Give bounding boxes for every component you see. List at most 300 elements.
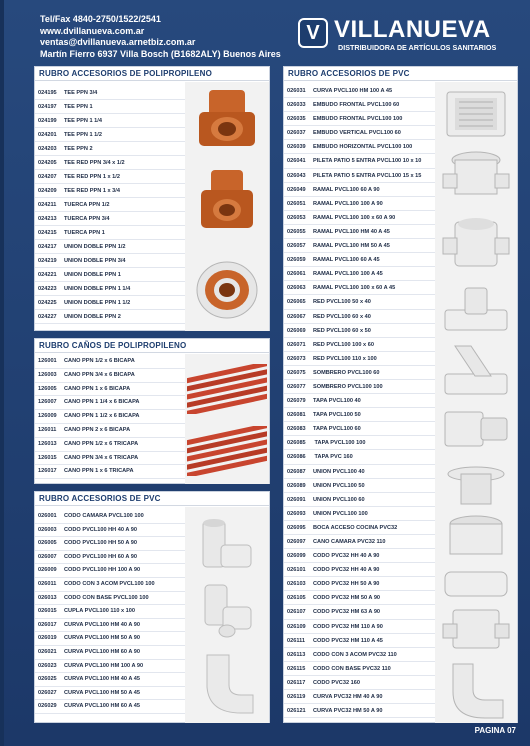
- product-description: RAMAL PVCL100 60 A 45: [313, 257, 380, 264]
- product-description: CANO PPN 1 1/2 x 6 BICAPA: [64, 413, 140, 420]
- list-item: [35, 646, 185, 660]
- list-item: [284, 450, 436, 464]
- product-description: TAPA PVCL100 50: [313, 412, 361, 419]
- product-description: CODO PVC32 HH 50 A 90: [313, 581, 380, 588]
- list-item: [35, 355, 185, 369]
- product-description: RED PVCL100 110 x 100: [313, 355, 377, 362]
- product-code: 026067: [287, 313, 306, 320]
- list-item: [35, 524, 185, 538]
- product-description: CURVA PVCL100 HM 60 A 90: [64, 648, 140, 655]
- product-code: 026083: [287, 426, 306, 433]
- list-item: [284, 676, 436, 690]
- page-number: PAGINA 07: [474, 726, 516, 735]
- product-code: 026085: [287, 440, 306, 447]
- list-item: [35, 268, 185, 282]
- product-code: 026061: [287, 271, 306, 278]
- product-code: 026065: [287, 299, 306, 306]
- product-description: SOMBRERO PVCL100 100: [313, 383, 383, 390]
- product-code: 026049: [287, 186, 306, 193]
- patio-drain-image: [441, 146, 511, 206]
- product-code: 026091: [287, 496, 306, 503]
- list-item: [284, 239, 436, 253]
- pvc32-curve-image: [441, 662, 511, 720]
- product-code: 026039: [287, 144, 306, 151]
- list-item: [284, 620, 436, 634]
- product-code: 026023: [38, 662, 57, 669]
- product-description: EMBUDO FRONTAL PVCL100 100: [313, 116, 403, 123]
- product-description: PILETA PATIO 5 ENTRA PVCL100 10 x 10: [313, 158, 422, 165]
- product-description: TEE RED PPN 1 x 1/2: [64, 174, 120, 180]
- list-item: [35, 383, 185, 397]
- product-description: BOCA ACCESO COCINA PVC32: [313, 524, 398, 531]
- side-strip: [0, 0, 4, 746]
- list-item: [35, 551, 185, 565]
- product-description: RAMAL PVCL100 60 A 90: [313, 186, 380, 193]
- product-code: 026117: [287, 679, 306, 686]
- product-description: CODO CON 3 ACOM PVC32 110: [313, 651, 397, 658]
- product-description: CURVA PVCL100 HM 50 A 45: [64, 689, 140, 696]
- image-column: [185, 507, 269, 723]
- contact-block: [40, 14, 281, 60]
- image-column: [185, 82, 269, 331]
- section-title: RUBRO ACCESORIOS DE PVC: [35, 492, 269, 506]
- product-description: UNION PVCL100 100: [313, 510, 368, 517]
- list-item: [35, 396, 185, 410]
- list-item: [35, 142, 185, 156]
- list-item: [35, 424, 185, 438]
- product-description: TUERCA PPN 1/2: [64, 202, 110, 208]
- list-item: [284, 112, 436, 126]
- pvc-elbow-image: [197, 517, 257, 573]
- product-code: 026093: [287, 510, 306, 517]
- product-code: 026105: [287, 595, 306, 602]
- list-item: [35, 452, 185, 466]
- product-code: 026043: [287, 172, 306, 179]
- product-code: 126017: [38, 468, 57, 475]
- product-description: CODO PVC32 HM 63 A 90: [313, 609, 381, 616]
- product-code: 026035: [287, 116, 306, 123]
- product-description: RAMAL PVCL100 100 x 60 A 45: [313, 285, 396, 292]
- red-pipes-tricapa-image: [187, 426, 267, 476]
- product-description: CANO PPN 1 x 6 BICAPA: [64, 385, 131, 392]
- list-item: [284, 394, 436, 408]
- product-description: TEE RED PPN 1 x 3/4: [64, 188, 120, 194]
- list-item: [35, 254, 185, 268]
- product-code: 026059: [287, 257, 306, 264]
- product-code: 126001: [38, 358, 57, 364]
- product-code: 026031: [287, 88, 306, 94]
- list-item: [284, 366, 436, 380]
- list-item: [35, 100, 185, 114]
- product-code: 026041: [287, 158, 306, 165]
- product-code: 026001: [38, 513, 57, 519]
- list-item: [284, 281, 436, 295]
- product-description: CODO PVC32 160: [313, 679, 360, 686]
- product-code: 026011: [38, 580, 57, 587]
- pvc-union-image: [441, 566, 511, 602]
- product-description: UNION DOBLE PPN 1/2: [64, 244, 126, 250]
- product-description: CODO CON BASE PVCL100 100: [64, 594, 149, 601]
- list-item: [35, 296, 185, 310]
- list-item: [284, 126, 436, 140]
- product-description: CUPLA PVCL100 110 x 100: [64, 608, 135, 615]
- list-item: [35, 660, 185, 674]
- list-item: [284, 704, 436, 718]
- product-description: CODO PVCL100 HH 40 A 90: [64, 526, 137, 533]
- product-description: CANO PPN 3/4 x 6 BICAPA: [64, 371, 135, 378]
- list-item: [35, 605, 185, 619]
- list-item: [284, 295, 436, 309]
- product-description: TEE PPN 3/4: [64, 90, 98, 96]
- product-code: 026051: [287, 200, 306, 207]
- product-code: 026005: [38, 540, 57, 547]
- list-item: [35, 410, 185, 424]
- list-item: [284, 648, 436, 662]
- list-item: [284, 169, 436, 183]
- list-item: [284, 140, 436, 154]
- product-description: TAPA PVCL100 40: [313, 398, 361, 405]
- list-item: [35, 537, 185, 551]
- product-description: CODO PVCL100 HH 50 A 90: [64, 540, 137, 547]
- product-code: 026087: [287, 468, 306, 475]
- villanueva-logo: [298, 18, 498, 58]
- product-code: 026007: [38, 553, 57, 560]
- product-description: CANO PPN 1 x 6 TRICAPA: [64, 468, 134, 475]
- product-code: 026115: [287, 665, 306, 672]
- list-item: [35, 700, 185, 714]
- logo-subtitle: DISTRIBUIDORA DE ARTÍCULOS SANITARIOS: [338, 43, 497, 52]
- pvc-y-branch-image: [441, 340, 511, 400]
- list-item: [35, 282, 185, 296]
- list-item: [35, 86, 185, 100]
- product-description: CURVA PVC32 HM 50 A 90: [313, 708, 383, 715]
- product-code: 024209: [38, 188, 57, 194]
- product-description: RAMAL PVCL100 100 A 90: [313, 200, 383, 207]
- product-description: CODO CAMARA PVCL100 100: [64, 513, 144, 519]
- product-description: EMBUDO HORIZONTAL PVCL100 100: [313, 144, 413, 151]
- product-description: CODO PVCL100 HH 100 A 90: [64, 567, 141, 574]
- product-code: 026017: [38, 621, 57, 628]
- list-item: [284, 563, 436, 577]
- list-item: [284, 605, 436, 619]
- list-item: [35, 578, 185, 592]
- product-description: CANO PPN 1/2 x 6 TRICAPA: [64, 440, 139, 447]
- list-item: [284, 662, 436, 676]
- product-code: 024211: [38, 202, 57, 208]
- product-code: 024217: [38, 244, 57, 250]
- phone-text: Tel/Fax 4840-2750/1522/2541: [40, 14, 161, 24]
- product-code: 026019: [38, 635, 57, 642]
- product-code: 024197: [38, 104, 57, 110]
- product-description: CODO PVC32 HM 110 A 90: [313, 623, 383, 630]
- list-item: [284, 422, 436, 436]
- list-item: [284, 84, 436, 98]
- list-item: [35, 510, 185, 524]
- product-description: TEE PPN 1 1/4: [64, 118, 102, 124]
- product-code: 026003: [38, 526, 57, 533]
- product-description: TAPA PVCL100 100: [313, 440, 366, 447]
- product-code: 126003: [38, 371, 57, 378]
- product-description: UNION DOBLE PPN 1 1/4: [64, 286, 131, 292]
- tee-reducer-image: [193, 170, 261, 236]
- panel-pp-accessories: [34, 66, 270, 331]
- list-item: [284, 338, 436, 352]
- product-code: 026021: [38, 648, 57, 655]
- product-code: 026057: [287, 243, 306, 250]
- product-code: 126011: [38, 426, 57, 433]
- product-code: 026099: [287, 553, 306, 560]
- list-item: [284, 507, 436, 521]
- product-description: UNION DOBLE PPN 2: [64, 314, 121, 320]
- union-nut-image: [193, 254, 261, 322]
- product-code: 026119: [287, 694, 306, 701]
- list-item: [284, 267, 436, 281]
- kitchen-access-box-image: [441, 606, 511, 656]
- product-description: CURVA PVCL100 HM 100 A 90: [64, 662, 144, 669]
- product-description: UNION DOBLE PPN 1 1/2: [64, 300, 131, 306]
- list-item: [284, 183, 436, 197]
- list-item: [35, 465, 185, 479]
- list-item: [284, 352, 436, 366]
- product-description: CANO CAMARA PVC32 110: [313, 539, 386, 545]
- list-item: [284, 591, 436, 605]
- product-description: RED PVCL100 60 x 40: [313, 313, 371, 320]
- product-code: 026073: [287, 355, 306, 362]
- drain-grate-image: [441, 88, 511, 140]
- product-code: 126007: [38, 399, 57, 406]
- product-description: CODO PVCL100 HH 60 A 90: [64, 553, 137, 560]
- list-item: [284, 154, 436, 168]
- list-item: [35, 226, 185, 240]
- list-item: [284, 493, 436, 507]
- product-code: 026069: [287, 327, 306, 334]
- product-code: 024223: [38, 286, 57, 292]
- list-item: [284, 408, 436, 422]
- product-code: 024225: [38, 300, 57, 306]
- product-code: 126005: [38, 385, 57, 392]
- product-description: RAMAL PVCL100 HM 40 A 45: [313, 228, 390, 235]
- product-code: 026111: [287, 637, 306, 644]
- website-link[interactable]: www.dvillanueva.com.ar: [40, 25, 145, 36]
- product-code: 026101: [287, 567, 306, 574]
- product-description: UNION PVCL100 40: [313, 468, 365, 475]
- product-description: RAMAL PVCL100 100 A 45: [313, 271, 383, 278]
- product-description: PILETA PATIO 5 ENTRA PVCL100 15 x 15: [313, 172, 422, 179]
- product-description: TAPA PVCL100 60: [313, 426, 361, 433]
- product-description: RED PVCL100 50 x 40: [313, 299, 371, 306]
- product-code: 026081: [287, 412, 306, 419]
- product-code: 024201: [38, 132, 57, 138]
- product-description: TUERCA PPN 1: [64, 230, 105, 236]
- product-description: CURVA PVCL100 HM 40 A 90: [64, 621, 140, 628]
- product-description: RED PVCL100 100 x 60: [313, 341, 374, 348]
- list-item: [284, 436, 436, 450]
- product-code: 026013: [38, 594, 57, 601]
- product-description: TEE PPN 2: [64, 146, 93, 152]
- product-code: 026095: [287, 524, 306, 531]
- product-description: EMBUDO FRONTAL PVCL100 60: [313, 102, 400, 109]
- product-description: RAMAL PVCL100 100 x 60 A 90: [313, 214, 396, 221]
- product-list: [35, 86, 185, 324]
- product-code: 026086: [287, 454, 306, 461]
- list-item: [284, 253, 436, 267]
- list-item: [284, 380, 436, 394]
- product-description: CURVA PVC32 HM 40 A 90: [313, 694, 383, 701]
- logo-name: VILLANUEVA: [334, 16, 491, 43]
- panel-pvc-left: [34, 491, 270, 723]
- list-item: [35, 673, 185, 687]
- pvc-curve-image: [197, 651, 257, 717]
- product-code: 026071: [287, 341, 306, 348]
- product-code: 026121: [287, 708, 306, 715]
- list-item: [284, 225, 436, 239]
- list-item: [35, 564, 185, 578]
- product-description: CANO PPN 2 x 6 BICAPA: [64, 426, 131, 433]
- product-description: CODO CON BASE PVC32 110: [313, 665, 391, 672]
- image-column: [185, 354, 269, 484]
- product-description: UNION PVCL100 60: [313, 496, 365, 503]
- product-code: 024221: [38, 272, 57, 278]
- product-code: 024219: [38, 258, 57, 264]
- section-title: RUBRO ACCESORIOS DE POLIPROPILENO: [35, 67, 269, 81]
- product-description: CURVA PVCL100 HM 60 A 45: [64, 703, 140, 710]
- list-item: [35, 632, 185, 646]
- product-code: 026053: [287, 214, 306, 221]
- product-code: 026107: [287, 609, 306, 616]
- red-pipes-image: [187, 364, 267, 414]
- product-description: TAPA PVC 160: [313, 454, 353, 461]
- product-list: [35, 510, 185, 714]
- list-item: [35, 170, 185, 184]
- product-code: 026015: [38, 608, 57, 615]
- pvc-branch-box-image: [441, 214, 511, 278]
- product-code: 024205: [38, 160, 57, 166]
- vent-cap-image: [441, 464, 511, 510]
- product-code: 026055: [287, 228, 306, 235]
- product-description: CURVA PVCL100 HM 100 A 45: [313, 88, 393, 94]
- panel-pvc-right: [283, 66, 518, 723]
- product-code: 026009: [38, 567, 57, 574]
- product-code: 024215: [38, 230, 57, 236]
- product-list: [284, 84, 436, 718]
- list-item: [35, 240, 185, 254]
- pvc-elbow-3-ways-image: [197, 581, 257, 641]
- panel-pp-pipes: [34, 338, 270, 484]
- product-description: UNION PVCL100 50: [313, 482, 365, 489]
- list-item: [284, 98, 436, 112]
- product-code: 024203: [38, 146, 57, 152]
- list-item: [284, 549, 436, 563]
- product-description: TEE RED PPN 3/4 x 1/2: [64, 160, 125, 166]
- product-code: 024207: [38, 174, 57, 180]
- product-code: 126015: [38, 454, 57, 461]
- product-description: CANO PPN 3/4 x 6 TRICAPA: [64, 454, 139, 461]
- product-description: TUERCA PPN 3/4: [64, 216, 110, 222]
- product-description: UNION DOBLE PPN 3/4: [64, 258, 126, 264]
- list-item: [284, 577, 436, 591]
- product-code: 026027: [38, 689, 57, 696]
- list-item: [284, 479, 436, 493]
- product-description: SOMBRERO PVCL100 60: [313, 369, 380, 376]
- list-item: [284, 324, 436, 338]
- list-item: [35, 114, 185, 128]
- product-code: 026109: [287, 623, 306, 630]
- product-code: 026077: [287, 383, 306, 390]
- list-item: [35, 592, 185, 606]
- product-description: TEE PPN 1 1/2: [64, 132, 102, 138]
- list-item: [284, 310, 436, 324]
- product-description: CANO PPN 1 1/4 x 6 BICAPA: [64, 399, 140, 406]
- product-description: RED PVCL100 60 x 50: [313, 327, 371, 334]
- list-item: [284, 465, 436, 479]
- tee-fitting-image: [193, 90, 261, 156]
- product-code: 024213: [38, 216, 57, 222]
- list-item: [35, 619, 185, 633]
- product-code: 026113: [287, 651, 306, 658]
- pvc-reducer-image: [441, 404, 511, 456]
- product-description: CODO PVC32 HM 50 A 90: [313, 595, 381, 602]
- section-title: RUBRO ACCESORIOS DE PVC: [284, 67, 517, 81]
- product-description: CODO CON 3 ACOM PVCL100 100: [64, 580, 155, 587]
- product-code: 026029: [38, 703, 57, 710]
- product-list: [35, 355, 185, 479]
- pvc-cap-image: [441, 514, 511, 562]
- product-code: 026033: [287, 102, 306, 109]
- list-item: [35, 212, 185, 226]
- list-item: [35, 128, 185, 142]
- product-description: RAMAL PVCL100 HM 50 A 45: [313, 243, 390, 250]
- list-item: [284, 690, 436, 704]
- product-description: CANO PPN 1/2 x 6 BICAPA: [64, 358, 135, 364]
- product-description: CODO PVC32 HH 40 A 90: [313, 567, 380, 574]
- product-code: 024199: [38, 118, 57, 124]
- product-code: 026063: [287, 285, 306, 292]
- product-code: 026097: [287, 539, 306, 545]
- product-code: 026079: [287, 398, 306, 405]
- list-item: [35, 369, 185, 383]
- list-item: [35, 184, 185, 198]
- product-description: TEE PPN 1: [64, 104, 93, 110]
- product-code: 024195: [38, 90, 57, 96]
- product-description: CURVA PVCL100 HM 50 A 90: [64, 635, 140, 642]
- list-item: [284, 211, 436, 225]
- list-item: [284, 634, 436, 648]
- product-description: CODO PVC32 HH 40 A 90: [313, 553, 380, 560]
- product-description: UNION DOBLE PPN 1: [64, 272, 121, 278]
- product-description: CURVA PVCL100 HM 40 A 45: [64, 676, 140, 683]
- list-item: [284, 521, 436, 535]
- pvc-tee-image: [441, 286, 511, 336]
- list-item: [35, 687, 185, 701]
- product-description: EMBUDO VERTICAL PVCL100 60: [313, 130, 401, 137]
- product-code: 026037: [287, 130, 306, 137]
- product-code: 026089: [287, 482, 306, 489]
- email-link[interactable]: ventas@dvillanueva.arnetbiz.com.ar: [40, 37, 196, 47]
- v-shield-icon: V: [298, 18, 328, 48]
- list-item: [35, 198, 185, 212]
- list-item: [35, 156, 185, 170]
- list-item: [284, 535, 436, 549]
- image-column: [435, 82, 517, 723]
- product-code: 126009: [38, 413, 57, 420]
- product-code: 026025: [38, 676, 57, 683]
- product-code: 026103: [287, 581, 306, 588]
- product-description: CODO PVC32 HM 110 A 45: [313, 637, 383, 644]
- product-code: 126013: [38, 440, 57, 447]
- section-title: RUBRO CAÑOS DE POLIPROPILENO: [35, 339, 269, 353]
- product-code: 024227: [38, 314, 57, 320]
- product-code: 026075: [287, 369, 306, 376]
